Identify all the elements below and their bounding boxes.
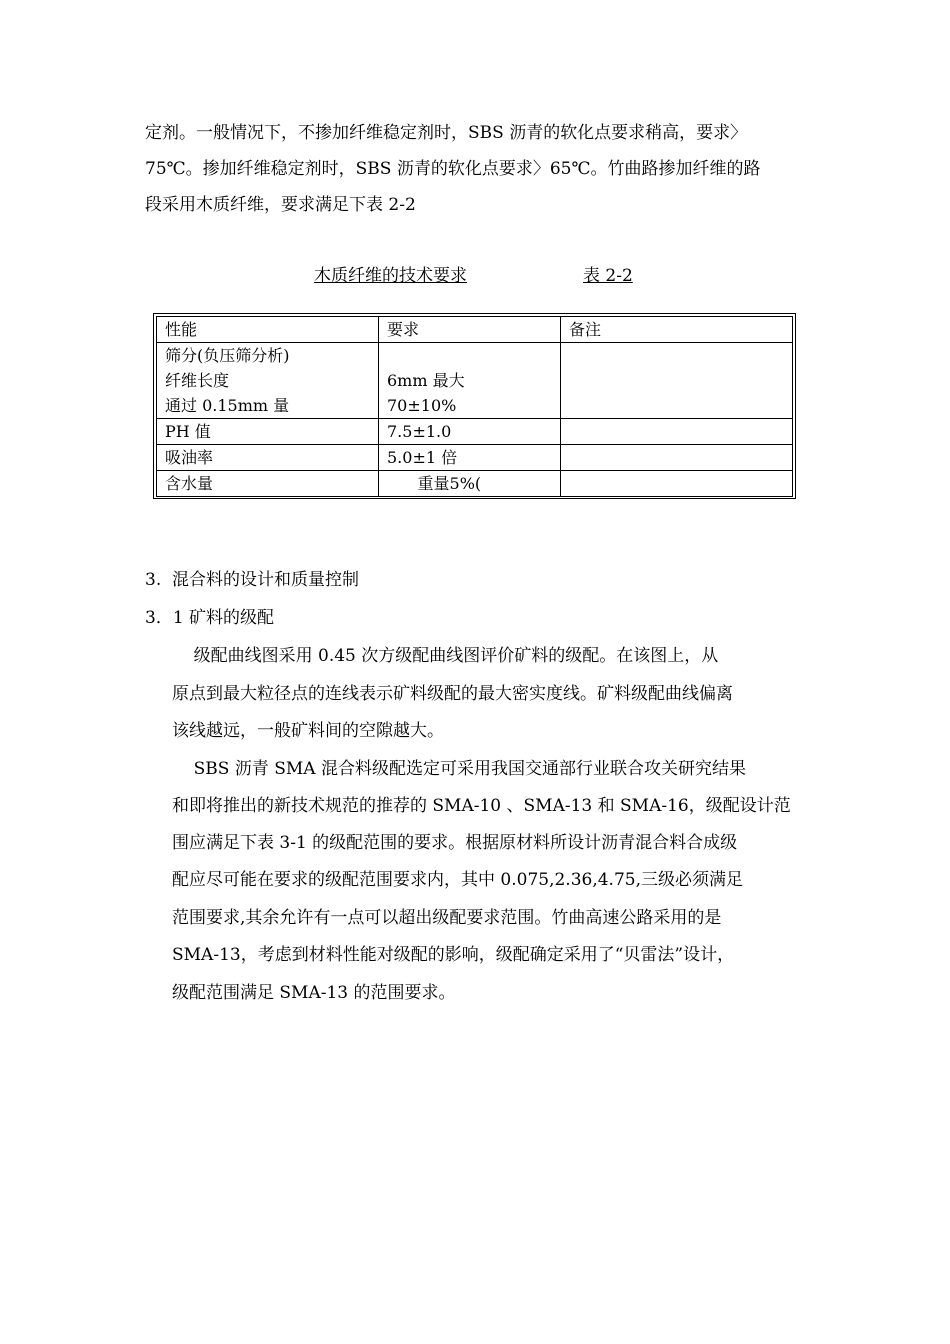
body-text-line: 范围要求,其余允许有一点可以超出级配要求范围。竹曲高速公路采用的是 bbox=[172, 908, 722, 928]
table-title: 木质纤维的技术要求 bbox=[314, 266, 467, 286]
subsection-heading: 3．1 矿料的级配 bbox=[145, 608, 275, 628]
body-text-line: 级配曲线图采用 0.45 次方级配曲线图评价矿料的级配。在该图上，从 bbox=[172, 646, 719, 666]
body-text-line: SMA-13，考虑到材料性能对级配的影响，级配确定采用了“贝雷法”设计， bbox=[172, 945, 735, 965]
cell-line: 通过 0.15mm 量 bbox=[165, 396, 290, 415]
table-number: 表 2-2 bbox=[583, 266, 633, 286]
body-text-line: 和即将推出的新技术规范的推荐的 SMA-10 、SMA-13 和 SMA-16，级配设计范 bbox=[172, 796, 791, 816]
table-cell: 含水量 bbox=[157, 471, 379, 497]
table-cell: 重量5%( bbox=[379, 471, 561, 497]
table-cell: 吸油率 bbox=[157, 445, 379, 471]
cell-line: 6mm 最大 bbox=[387, 371, 465, 390]
fiber-spec-table bbox=[156, 316, 793, 497]
body-text-line: SBS 沥青 SMA 混合料级配选定可采用我国交通部行业联合攻关研究结果 bbox=[172, 759, 746, 779]
header-cell: 性能 bbox=[157, 317, 379, 343]
body-text-line: 围应满足下表 3-1 的级配范围的要求。根据原材料所设计沥青混合料合成级 bbox=[172, 833, 738, 853]
table-cell: 7.5±1.0 bbox=[379, 419, 561, 445]
body-text-line: 定剂。一般情况下，不掺加纤维稳定剂时，SBS 沥青的软化点要求稍高，要求〉 bbox=[145, 123, 748, 143]
body-text-line: 级配范围满足 SMA-13 的范围要求。 bbox=[172, 983, 456, 1003]
table-cell bbox=[379, 343, 561, 419]
table-header-row bbox=[157, 317, 793, 343]
section-heading: 3. 混合料的设计和质量控制 bbox=[145, 570, 360, 590]
header-cell: 备注 bbox=[561, 317, 793, 343]
table-row bbox=[157, 445, 793, 471]
table-row bbox=[157, 419, 793, 445]
table-cell bbox=[561, 343, 793, 419]
table-row bbox=[157, 471, 793, 497]
table-cell: PH 值 bbox=[157, 419, 379, 445]
body-text-line: 段采用木质纤维，要求满足下表 2-2 bbox=[145, 195, 416, 215]
table-cell bbox=[561, 471, 793, 497]
table-cell bbox=[561, 419, 793, 445]
body-text-line: 配应尽可能在要求的级配范围要求内，其中 0.075,2.36,4.75,三级必须满足 bbox=[172, 870, 743, 890]
table-cell: 5.0±1 倍 bbox=[379, 445, 561, 471]
table-cell bbox=[157, 343, 379, 419]
table-row bbox=[157, 343, 793, 419]
body-text-line: 75℃。掺加纤维稳定剂时，SBS 沥青的软化点要求〉65℃。竹曲路掺加纤维的路 bbox=[145, 159, 761, 179]
cell-line: 70±10% bbox=[387, 396, 457, 415]
body-text-line: 该线越远，一般矿料间的空隙越大。 bbox=[172, 721, 444, 741]
header-cell: 要求 bbox=[379, 317, 561, 343]
cell-line: 筛分(负压筛分析) bbox=[165, 346, 290, 365]
cell-line bbox=[387, 343, 560, 368]
table-cell bbox=[561, 445, 793, 471]
cell-line: 纤维长度 bbox=[165, 371, 230, 390]
body-text-line: 原点到最大粒径点的连线表示矿料级配的最大密实度线。矿料级配曲线偏离 bbox=[172, 684, 733, 704]
